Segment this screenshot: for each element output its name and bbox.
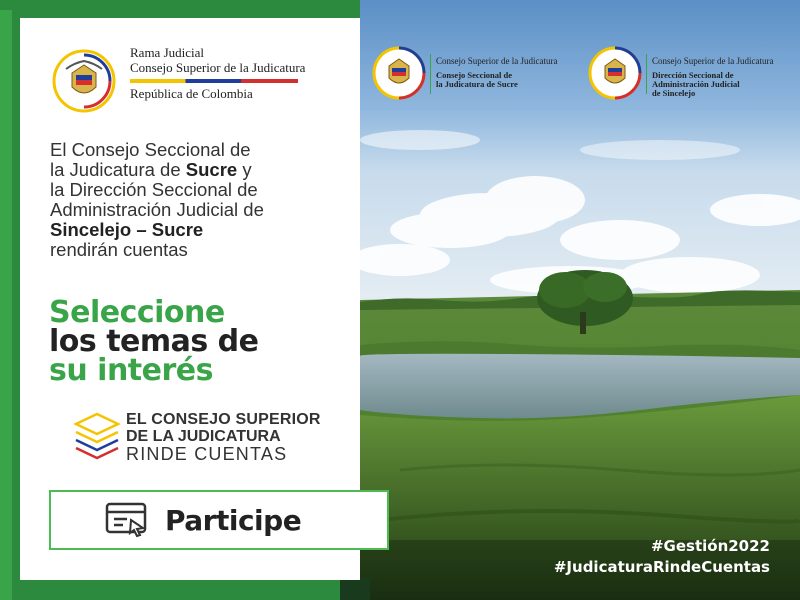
intro-paragraph <box>50 140 350 260</box>
direccion-seccional-logo <box>588 46 793 106</box>
consejo-seccional-logo <box>372 46 582 106</box>
intro-line-2a: la Judicatura de <box>50 159 186 180</box>
intro-line-2 <box>50 160 350 180</box>
intro-sincelejo: Sincelejo – Sucre <box>50 219 204 240</box>
rinde-line-3: RINDE CUENTAS <box>126 444 288 464</box>
headline-line-2: los temas de <box>49 324 259 359</box>
intro-line-1: El Consejo Seccional de <box>50 139 251 160</box>
hashtag-rinde-cuentas: #JudicaturaRindeCuentas <box>553 558 770 576</box>
intro-sucre: Sucre <box>185 159 238 180</box>
green-top-strip <box>0 0 340 10</box>
rinde-line-2: DE LA JUDICATURA <box>126 428 281 445</box>
intro-line-5 <box>50 220 350 240</box>
rinde-cuentas-logo <box>72 410 322 466</box>
green-left-strip <box>0 0 12 600</box>
rinde-line-1: EL CONSEJO SUPERIOR <box>126 411 321 428</box>
logo-2-sub-2: Administración Judicial <box>652 79 740 89</box>
logo-2-sub-3: de Sincelejo <box>652 88 696 98</box>
logo-2-subtitle <box>652 71 740 98</box>
headline <box>49 295 259 388</box>
intro-line-4: Administración Judicial de <box>50 199 264 220</box>
intro-line-2c: y <box>237 159 252 180</box>
intro-line-6: rendirán cuentas <box>50 239 188 260</box>
flag-rule <box>130 79 298 83</box>
dark-corner <box>340 578 370 600</box>
rama-judicial-logo <box>30 35 330 115</box>
logo-1-sub-2: la Judicatura de Sucre <box>436 79 518 89</box>
intro-line-3: la Dirección Seccional de <box>50 179 258 200</box>
hashtag-gestion: #Gestión2022 <box>650 537 770 555</box>
hashtags <box>554 536 770 578</box>
colombia-seal-icon <box>52 49 116 113</box>
logo-divider <box>430 54 431 94</box>
rinde-cuentas-text <box>126 412 321 464</box>
logo-1-sub-1: Consejo Seccional de <box>436 70 513 80</box>
participe-button[interactable] <box>49 490 389 550</box>
stacked-layers-icon <box>72 410 122 466</box>
rama-judicial-text <box>130 45 305 101</box>
logo-1-title: Consejo Superior de la Judicatura <box>436 56 558 66</box>
form-click-icon <box>105 502 149 538</box>
logo-divider <box>646 54 647 94</box>
republica-label: República de Colombia <box>130 86 253 101</box>
logo-1-subtitle <box>436 71 518 89</box>
colombia-seal-icon <box>372 46 426 100</box>
participe-label: Participe <box>165 503 302 537</box>
headline-line-3: su interés <box>49 353 213 388</box>
logo-2-title: Consejo Superior de la Judicatura <box>652 56 774 66</box>
rama-judicial-label: Rama Judicial <box>130 45 205 60</box>
headline-line-1: Seleccione <box>49 295 225 330</box>
logo-2-sub-1: Dirección Seccional de <box>652 70 734 80</box>
consejo-superior-label: Consejo Superior de la Judicatura <box>130 60 306 75</box>
colombia-seal-icon <box>588 46 642 100</box>
